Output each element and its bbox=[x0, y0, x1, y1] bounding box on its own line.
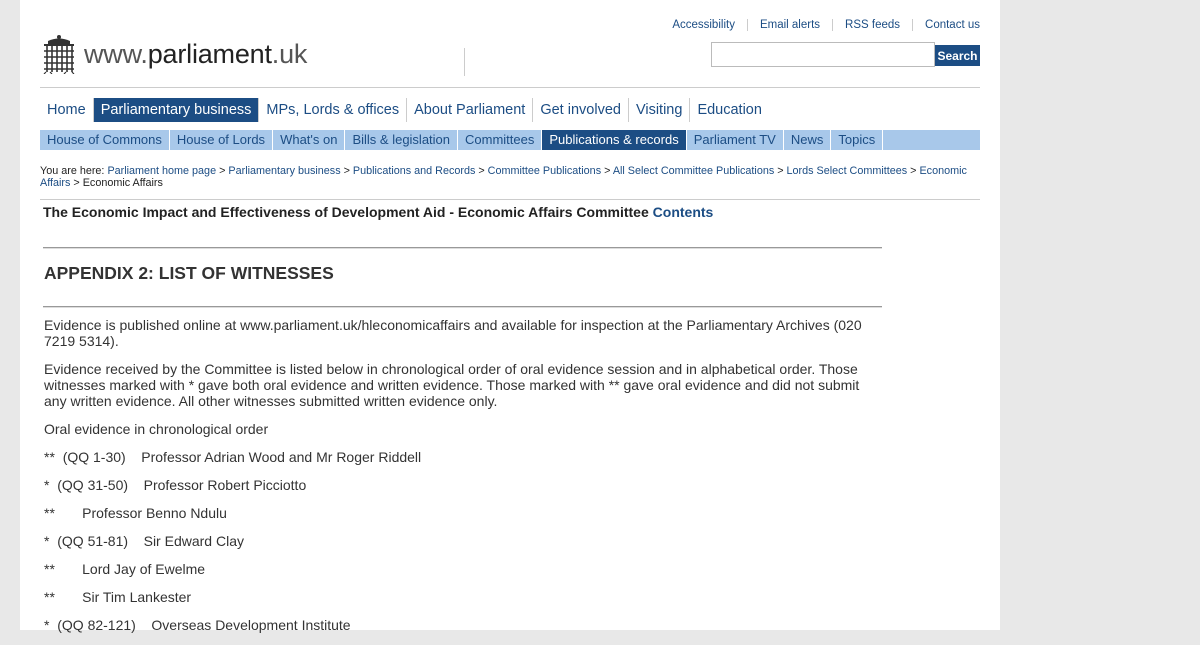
witness-mark: ** bbox=[44, 561, 55, 577]
page-container bbox=[20, 0, 1000, 633]
nav-about-parliament[interactable]: About Parliament bbox=[406, 98, 532, 122]
subnav-bills-legislation[interactable]: Bills & legislation bbox=[345, 130, 458, 150]
nav-home[interactable]: Home bbox=[47, 102, 86, 118]
header-rule bbox=[40, 87, 980, 88]
logo-text bbox=[84, 39, 307, 70]
body-paragraph: Oral evidence in chronological order bbox=[44, 421, 269, 437]
witness-mark: ** bbox=[44, 589, 55, 605]
witness-mark: * bbox=[44, 477, 50, 493]
nav-visiting[interactable]: Visiting bbox=[628, 98, 689, 122]
breadcrumb-link[interactable]: All Select Committee Publications bbox=[612, 165, 775, 177]
witness-name: Sir Tim Lankester bbox=[82, 589, 192, 605]
breadcrumb-link[interactable]: Lords Select Committees bbox=[786, 165, 908, 177]
logo-prefix: www. bbox=[84, 38, 148, 69]
heading-rule-top bbox=[43, 247, 882, 249]
rss-feeds-link[interactable]: RSS feeds bbox=[832, 19, 912, 31]
subnav-news[interactable]: News bbox=[784, 130, 832, 150]
search-button[interactable]: Search bbox=[935, 45, 980, 66]
main-navigation bbox=[40, 98, 769, 122]
header-divider bbox=[464, 48, 465, 76]
witness-name: Professor Benno Ndulu bbox=[82, 505, 227, 521]
witness-mark: * bbox=[44, 617, 50, 633]
portcullis-icon bbox=[42, 34, 76, 74]
witness-mark: ** bbox=[44, 449, 55, 465]
contents-link[interactable]: Contents bbox=[652, 204, 714, 220]
logo-suffix: .uk bbox=[271, 38, 308, 69]
witness-row bbox=[44, 589, 884, 605]
site-logo[interactable] bbox=[42, 34, 307, 74]
breadcrumb-link[interactable]: Parliamentary business bbox=[228, 165, 341, 177]
witness-name: Professor Adrian Wood and Mr Roger Riddell bbox=[141, 449, 422, 465]
witness-row bbox=[44, 561, 884, 577]
heading-rule-bottom bbox=[43, 306, 882, 308]
subnav-whats-on[interactable]: What's on bbox=[273, 130, 345, 150]
witness-mark: ** bbox=[44, 505, 55, 521]
witness-questions: (QQ 51-81) bbox=[57, 533, 129, 549]
subnav-house-of-lords[interactable]: House of Lords bbox=[170, 130, 273, 150]
witness-row bbox=[44, 505, 884, 521]
subnav-committees[interactable]: Committees bbox=[458, 130, 542, 150]
breadcrumb: You are here: Parliament home page > Parliamentary business > Publications and Records > Committee Publications > All Select Committee Publications > Lords Select Committees > Economic Affairs > Economic Affairs bbox=[40, 165, 967, 189]
utility-links bbox=[672, 19, 980, 31]
subnav-publications-records[interactable]: Publications & records bbox=[542, 130, 686, 150]
document-title-bar bbox=[43, 204, 713, 220]
witness-questions: (QQ 31-50) bbox=[57, 477, 129, 493]
email-alerts-link[interactable]: Email alerts bbox=[747, 19, 832, 31]
nav-mps-lords-offices[interactable]: MPs, Lords & offices bbox=[258, 98, 406, 122]
breadcrumb-current: Economic Affairs bbox=[82, 177, 163, 189]
sub-navigation bbox=[40, 130, 980, 150]
breadcrumb-link[interactable]: Committee Publications bbox=[487, 165, 602, 177]
subnav-house-of-commons[interactable]: House of Commons bbox=[40, 130, 170, 150]
subnav-parliament-tv[interactable]: Parliament TV bbox=[687, 130, 784, 150]
breadcrumb-link[interactable]: Parliament home page bbox=[107, 165, 217, 177]
appendix-heading: APPENDIX 2: LIST OF WITNESSES bbox=[44, 263, 334, 283]
document-body bbox=[44, 317, 884, 645]
search-input[interactable] bbox=[711, 42, 935, 67]
witness-mark: * bbox=[44, 533, 50, 549]
body-paragraph: Evidence received by the Committee is listed below in chronological order of oral evidence session and in alphabetical order. Those witnesses marked with * gave both oral evidence and written evidence. Those marked with ** gave oral evidence and did not submit any written evidence. All other witnesses submitted written evidence only. bbox=[44, 361, 860, 409]
logo-domain: parliament bbox=[147, 38, 272, 69]
witness-list bbox=[44, 449, 884, 633]
witness-row bbox=[44, 533, 884, 549]
body-paragraph: Evidence is published online at www.parliament.uk/hleconomicaffairs and available for inspection at the Parliamentary Archives (020 7219 5314). bbox=[44, 317, 862, 349]
document-title: The Economic Impact and Effectiveness of Development Aid - Economic Affairs Committee bbox=[43, 204, 649, 220]
nav-get-involved[interactable]: Get involved bbox=[532, 98, 628, 122]
contact-us-link[interactable]: Contact us bbox=[912, 19, 980, 31]
nav-education[interactable]: Education bbox=[689, 98, 769, 122]
breadcrumb-prefix: You are here: bbox=[40, 165, 105, 177]
witness-row bbox=[44, 477, 884, 493]
nav-parliamentary-business[interactable]: Parliamentary business bbox=[93, 98, 259, 122]
accessibility-link[interactable]: Accessibility bbox=[672, 19, 735, 31]
subnav-topics[interactable]: Topics bbox=[831, 130, 883, 150]
witness-name: Sir Edward Clay bbox=[143, 533, 244, 549]
witness-name: Professor Robert Picciotto bbox=[143, 477, 307, 493]
witness-questions: (QQ 82-121) bbox=[57, 617, 136, 633]
breadcrumb-link[interactable]: Publications and Records bbox=[352, 165, 476, 177]
witness-row bbox=[44, 449, 884, 465]
witness-name: Lord Jay of Ewelme bbox=[82, 561, 206, 577]
breadcrumb-rule bbox=[40, 199, 980, 200]
witness-row bbox=[44, 617, 884, 633]
witness-name: Overseas Development Institute bbox=[151, 617, 351, 633]
breadcrumb-link[interactable]: Economic Affairs bbox=[40, 165, 967, 189]
witness-questions: (QQ 1-30) bbox=[62, 449, 126, 465]
